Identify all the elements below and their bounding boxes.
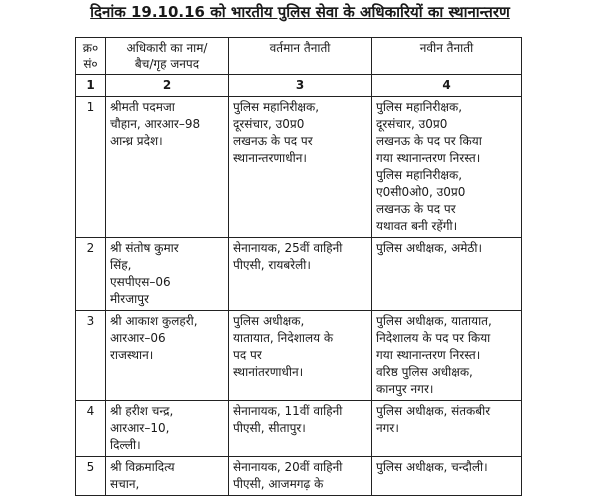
officer-cell [106,401,229,457]
header-new-posting [372,38,522,75]
table-row [76,457,522,496]
cell-line: पुलिस महानिरीक्षक, [376,100,463,114]
page-title: दिनांक 19.10.16 को भारतीय पुलिस सेवा के अधिकारियों का स्थानान्तरण [90,3,510,21]
header-row [76,38,522,75]
cell-line: एसपीएस–06 [110,275,171,289]
cell-line: लखनऊ के पद पर [233,134,313,148]
cell-line: लखनऊ के पद पर [376,202,456,216]
new-posting-cell [372,311,522,401]
officer-cell [106,238,229,311]
new-posting-cell [372,457,522,496]
cell-line: पुलिस अधीक्षक, यातायात, [376,314,492,328]
cell-line: गया स्थानान्तरण निरस्त। [376,348,481,362]
cell-line: श्रीमती पदमजा [110,100,175,114]
cell-line: पद पर [233,348,262,362]
cell-line: श्री आकाश कुलहरी, [110,314,198,328]
cell-line: अधिकारी का नाम/ [126,41,208,55]
table-row [76,311,522,401]
current-posting-cell [229,97,372,238]
cell-line: श्री विक्रमादित्य [110,460,175,474]
column-number: 1 [76,75,106,97]
cell-line: आरआर–06 [110,331,166,345]
cell-line: यथावत बनी रहेंगी। [376,219,458,233]
transfer-table [75,37,522,496]
current-posting-cell [229,401,372,457]
cell-line: बैच/गृह जनपद [134,57,200,71]
cell-line: पुलिस अधीक्षक, चन्दौली। [376,460,488,474]
cell-line: सचान, [110,477,140,491]
officer-cell [106,311,229,401]
cell-line: आरआर–10, [110,421,170,435]
cell-line: राजस्थान। [110,348,154,362]
cell-line: क्र० [82,41,99,55]
serial-cell: 5 [76,457,106,496]
new-posting-cell [372,238,522,311]
cell-line: पीएसी, आजमगढ़ के [233,477,324,491]
cell-line: पुलिस अधीक्षक, अमेठी। [376,241,483,255]
cell-line: पुलिस अधीक्षक, संतकबीर [376,404,491,418]
cell-line: नवीन तैनाती [419,41,474,55]
cell-line: निदेशालय के पद पर किया [376,331,491,345]
cell-line: यातायात, निदेशालय के [233,331,334,345]
serial-cell: 2 [76,238,106,311]
cell-line: स्थानांतरणाधीन। [233,365,304,379]
current-posting-cell [229,457,372,496]
cell-line: वर्तमान तैनाती [269,41,331,55]
cell-line: दूरसंचार, उ0प्र0 [376,117,448,131]
current-posting-cell [229,238,372,311]
serial-cell: 3 [76,311,106,401]
cell-line: सेनानायक, 11वीं वाहिनी [233,404,343,418]
table-row [76,97,522,238]
cell-line: सिंह, [110,258,132,272]
cell-line: वरिष्ठ पुलिस अधीक्षक, [376,365,473,379]
column-number-row [76,75,522,97]
cell-line: पुलिस महानिरीक्षक, [376,168,463,182]
current-posting-cell [229,311,372,401]
cell-line: दिल्ली। [110,438,141,452]
officer-cell [106,457,229,496]
officer-cell [106,97,229,238]
cell-line: दूरसंचार, उ0प्र0 [233,117,305,131]
cell-line: पीएसी, सीतापुर। [233,421,306,435]
cell-line: पीएसी, रायबरेली। [233,258,311,272]
cell-line: आन्ध्र प्रदेश। [110,134,163,148]
cell-line: लखनऊ के पद पर किया [376,134,482,148]
serial-cell: 1 [76,97,106,238]
cell-line: ए0सी0ओ0, उ0प्र0 [376,185,466,199]
cell-line: सं० [83,57,98,71]
cell-line: पुलिस अधीक्षक, [233,314,305,328]
cell-line: स्थानान्तरणाधीन। [233,151,307,165]
table-row [76,238,522,311]
header-serial [76,38,106,75]
header-officer [106,38,229,75]
new-posting-cell [372,401,522,457]
cell-line: श्री हरीश चन्द्र, [110,404,174,418]
serial-cell: 4 [76,401,106,457]
cell-line: चौहान, आरआर–98 [110,117,201,131]
cell-line: गया स्थानान्तरण निरस्त। [376,151,481,165]
table-row [76,401,522,457]
column-number: 2 [106,75,229,97]
cell-line: सेनानायक, 20वीं वाहिनी [233,460,343,474]
cell-line: श्री संतोष कुमार [110,241,179,255]
table-body [76,97,522,496]
cell-line: सेनानायक, 25वीं वाहिनी [233,241,343,255]
cell-line: कानपुर नगर। [376,382,434,396]
new-posting-cell [372,97,522,238]
column-number: 3 [229,75,372,97]
cell-line: मीरजापुर [110,292,149,306]
column-number: 4 [372,75,522,97]
header-current-posting [229,38,372,75]
cell-line: पुलिस महानिरीक्षक, [233,100,320,114]
cell-line: नगर। [376,421,399,435]
